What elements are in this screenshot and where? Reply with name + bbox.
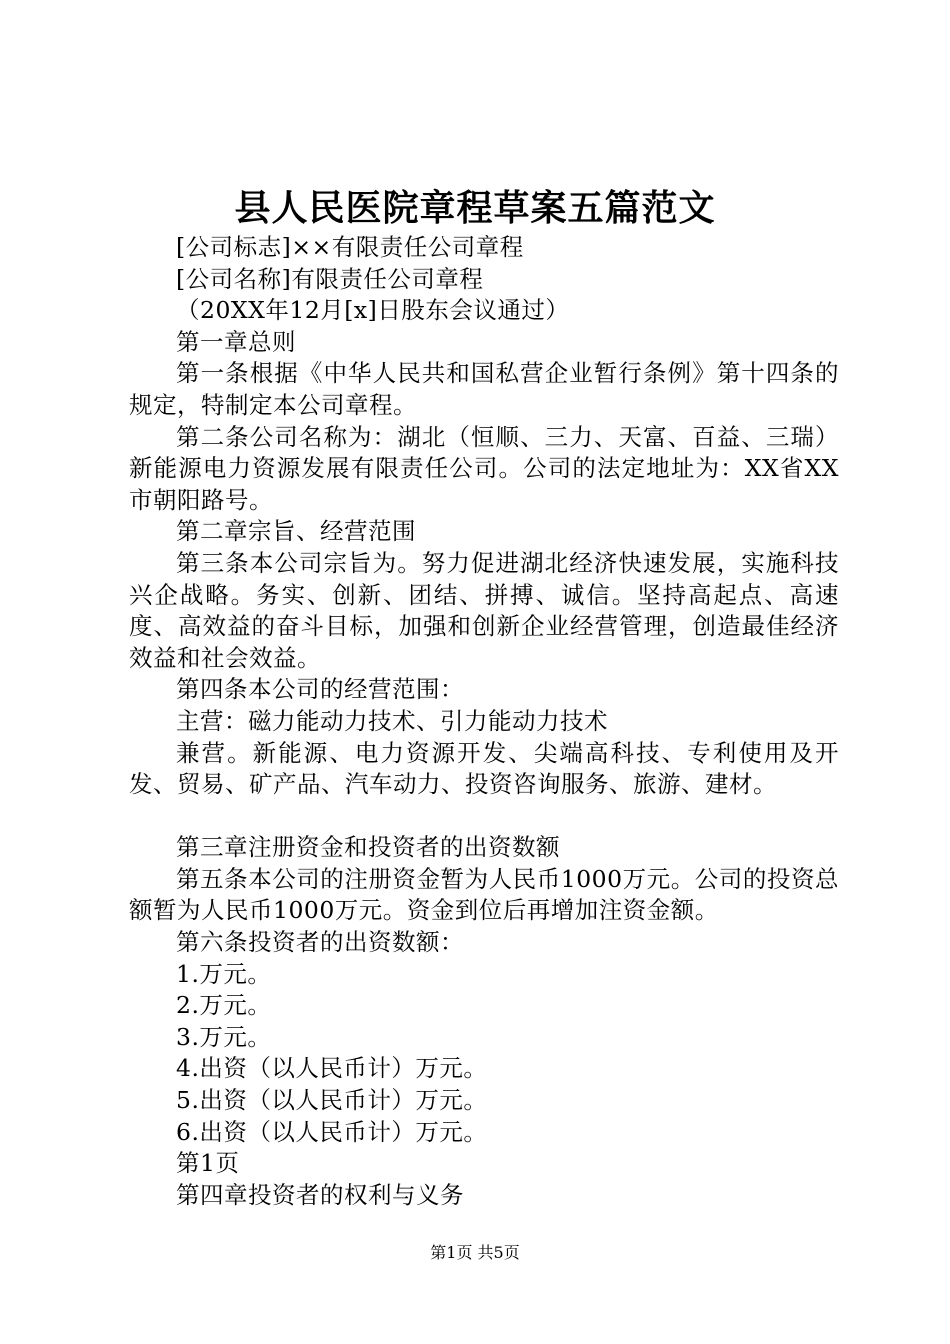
chapter-heading-1: 第一章总则 <box>176 327 296 356</box>
paragraph-company-logo: [公司标志]××有限责任公司章程 <box>176 233 524 261</box>
main-business: 主营：磁力能动力技术、引力能动力技术 <box>176 706 608 735</box>
list-item: 4.出资（以人民币计）万元。 <box>176 1054 488 1083</box>
article-2: 第二条公司名称为：湖北（恒顺、三力、天富、百益、三瑞）新能源电力资源发展有限责任公司。公司的法定地址为：XX省XX市朝阳路号。 <box>129 422 839 514</box>
list-item: 1.万元。 <box>176 959 272 988</box>
document-body <box>129 232 839 1211</box>
list-item: 3.万元。 <box>176 1022 272 1051</box>
secondary-business: 兼营。新能源、电力资源开发、尖端高科技、专利使用及开发、贸易、矿产品、汽车动力、投资咨询服务、旅游、建材。 <box>129 738 839 799</box>
inline-page-marker: 第1页 <box>176 1149 240 1178</box>
list-item: 5.出资（以人民币计）万元。 <box>176 1086 488 1115</box>
article-4: 第四条本公司的经营范围： <box>176 675 464 704</box>
article-3: 第三条本公司宗旨为。努力促进湖北经济快速发展，实施科技兴企战略。务实、创新、团结、拼搏、诚信。坚持高起点、高速度、高效益的奋斗目标，加强和创新企业经营管理，创造最佳经济效益和社会效益。 <box>129 548 839 672</box>
article-1: 第一条根据《中华人民共和国私营企业暂行条例》第十四条的规定，特制定本公司章程。 <box>129 359 839 419</box>
document-title: 县人民医院章程草案五篇范文 <box>234 187 716 229</box>
list-item: 2.万元。 <box>176 991 272 1020</box>
chapter-heading-3: 第三章注册资金和投资者的出资数额 <box>176 833 560 862</box>
page-footer: 第1页 共5页 <box>430 1243 520 1262</box>
chapter-heading-2: 第二章宗旨、经营范围 <box>176 517 416 546</box>
article-5: 第五条本公司的注册资金暂为人民币1000万元。公司的投资总额暂为人民币1000万元。资金到位后再增加注资金额。 <box>129 864 839 925</box>
paragraph-adoption-date: （20XX年12月[x]日股东会议通过） <box>176 296 570 325</box>
chapter-heading-4: 第四章投资者的权利与义务 <box>176 1180 464 1209</box>
article-6: 第六条投资者的出资数额： <box>176 928 464 957</box>
list-item: 6.出资（以人民币计）万元。 <box>176 1117 488 1146</box>
paragraph-company-name: [公司名称]有限责任公司章程 <box>176 264 484 293</box>
